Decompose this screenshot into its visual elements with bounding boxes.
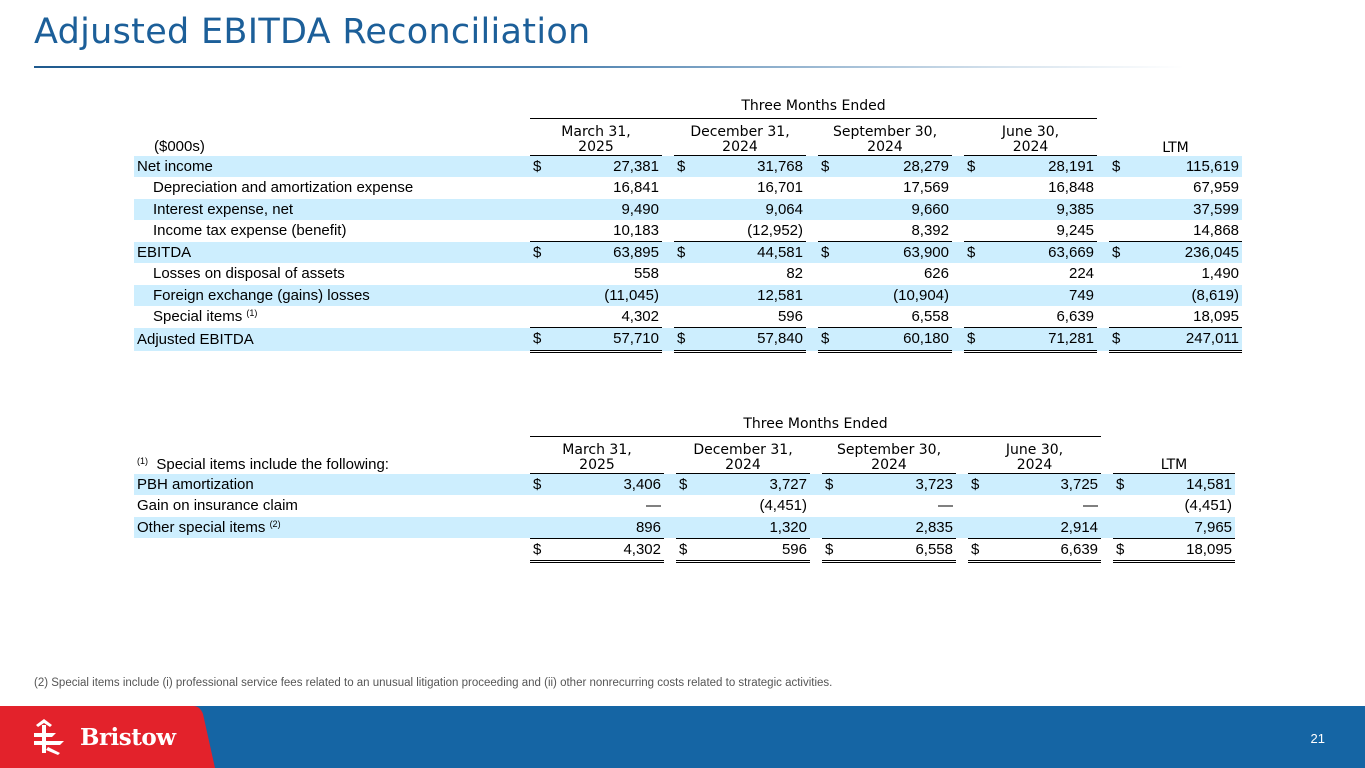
cell-value: 31,768 (757, 158, 803, 175)
cell-value: (12,952) (747, 221, 803, 239)
column-header-mar-2025: March 31, 2025 (530, 119, 662, 156)
dollar-sign: $ (1112, 330, 1121, 348)
dollar-sign (1113, 517, 1116, 538)
row-label (134, 538, 524, 561)
cell-value: 3,723 (915, 476, 953, 493)
row-label: Foreign exchange (gains) losses (134, 285, 524, 306)
dollar-sign: $ (1116, 540, 1125, 558)
value-cell (530, 220, 662, 242)
cell-value: 57,710 (613, 330, 659, 348)
value-cell (530, 495, 664, 516)
value-cell (968, 538, 1101, 561)
cell-value: 6,639 (1056, 308, 1095, 326)
row-label: Other special items $^{(2)}$ (134, 517, 524, 539)
value-cell (1109, 177, 1242, 198)
value-cell (818, 306, 952, 328)
value-cell (818, 242, 952, 264)
cell-value: 2,914 (1060, 518, 1099, 536)
dollar-sign (674, 177, 677, 198)
dollar-sign: $ (971, 540, 980, 558)
cell-value: 14,868 (1193, 221, 1240, 239)
cell-value: — (646, 497, 661, 515)
dollar-sign (1109, 177, 1112, 198)
dollar-sign: $ (821, 244, 830, 262)
cell-value: 6,558 (911, 308, 949, 326)
cell-value: 67,959 (1193, 179, 1240, 197)
row-label: Special items $^{(1)}$ (153, 308, 258, 326)
dollar-sign (674, 306, 677, 327)
row-label: Interest expense, net (134, 199, 524, 220)
dollar-sign (964, 220, 967, 241)
cell-value: 3,727 (769, 476, 807, 493)
cell-value: 60,180 (903, 330, 949, 348)
cell-value: — (1083, 497, 1099, 515)
dollar-sign: $ (679, 476, 688, 493)
dollar-sign: $ (533, 330, 542, 348)
value-cell (822, 538, 956, 561)
value-cell (530, 263, 662, 284)
dollar-sign: $ (971, 476, 980, 493)
special-items-table (134, 414, 1235, 563)
dollar-sign: $ (677, 244, 686, 262)
dollar-sign (1109, 285, 1112, 306)
dollar-sign (1109, 199, 1112, 220)
value-cell (676, 517, 810, 539)
dollar-sign (530, 199, 533, 220)
table-row (134, 495, 1235, 516)
value-cell (674, 285, 806, 306)
value-cell (964, 263, 1097, 284)
cell-value: (8,619) (1191, 286, 1240, 304)
cell-value: 9,660 (911, 200, 949, 218)
cell-value: 27,381 (613, 158, 659, 175)
cell-value: 2,835 (915, 518, 953, 536)
table-row (134, 306, 1242, 328)
column-header-mar-2025: March 31, 2025 (530, 437, 664, 474)
ebitda-reconciliation-table (134, 96, 1242, 353)
value-cell (1109, 306, 1242, 328)
value-cell (822, 495, 956, 516)
cell-value: 14,581 (1186, 476, 1233, 493)
cell-value: 1,490 (1201, 265, 1240, 283)
cell-value: 3,725 (1060, 476, 1099, 493)
value-cell (530, 177, 662, 198)
dollar-sign (530, 285, 533, 306)
cell-value: 224 (1068, 265, 1095, 283)
value-cell (964, 285, 1097, 306)
dollar-sign (674, 199, 677, 220)
dollar-sign (1109, 306, 1112, 327)
cell-value: 63,895 (613, 244, 659, 262)
dollar-sign (676, 495, 679, 516)
value-cell (1109, 328, 1242, 351)
cell-value: (11,045) (604, 286, 659, 304)
cell-value: 28,191 (1048, 158, 1095, 175)
dollar-sign (818, 177, 821, 198)
dollar-sign (1109, 220, 1112, 241)
value-cell (1109, 263, 1242, 284)
column-header-jun-2024: June 30, 2024 (968, 437, 1101, 474)
cell-value: (4,451) (759, 497, 807, 515)
value-cell (1109, 285, 1242, 306)
cell-value: 4,302 (623, 540, 661, 558)
dollar-sign (676, 517, 679, 538)
dollar-sign (674, 220, 677, 241)
row-label: Net income (134, 156, 524, 178)
value-cell (822, 474, 956, 496)
dollar-sign: $ (533, 540, 542, 558)
value-cell (964, 242, 1097, 264)
value-cell (818, 199, 952, 220)
dollar-sign (822, 517, 825, 538)
cell-value: 4,302 (621, 308, 659, 326)
column-header-ltm: LTM (1113, 437, 1235, 474)
dollar-sign (822, 495, 825, 516)
dollar-sign (818, 306, 821, 327)
dollar-sign: $ (1116, 476, 1125, 493)
value-cell (1109, 242, 1242, 264)
value-cell (964, 306, 1097, 328)
cell-value: — (938, 497, 953, 515)
dollar-sign: $ (821, 330, 830, 348)
cell-value: 9,245 (1056, 221, 1095, 239)
units-label: ($000s) (154, 137, 205, 155)
table-row (134, 263, 1242, 284)
value-cell (818, 220, 952, 242)
cell-value: 16,848 (1048, 179, 1095, 197)
cell-value: 3,406 (623, 476, 661, 493)
dollar-sign: $ (825, 476, 834, 493)
row-label: EBITDA (134, 242, 524, 264)
value-cell (1113, 474, 1235, 496)
column-header-dec-2024: December 31, 2024 (676, 437, 810, 474)
dollar-sign: $ (967, 158, 976, 175)
dollar-sign: $ (821, 158, 830, 175)
dollar-sign (674, 285, 677, 306)
cell-value: 18,095 (1193, 308, 1240, 326)
value-cell (818, 285, 952, 306)
cell-value: 44,581 (757, 244, 803, 262)
dollar-sign (964, 177, 967, 198)
cell-value: 9,385 (1056, 200, 1095, 218)
table-row (134, 474, 1235, 496)
dollar-sign (530, 517, 533, 538)
table-row (134, 538, 1235, 561)
cell-value: 115,619 (1185, 157, 1240, 175)
table-row (134, 242, 1242, 264)
dollar-sign (818, 263, 821, 284)
cell-value: 16,841 (613, 179, 659, 197)
dollar-sign (964, 199, 967, 220)
cell-value: 9,490 (621, 200, 659, 218)
dollar-sign (530, 495, 533, 516)
value-cell (964, 328, 1097, 351)
value-cell (676, 495, 810, 516)
value-cell (674, 156, 806, 178)
value-cell (818, 177, 952, 198)
value-cell (964, 199, 1097, 220)
cell-value: 596 (781, 540, 807, 558)
row-label: Losses on disposal of assets (153, 265, 345, 283)
value-cell (674, 242, 806, 264)
value-cell (674, 306, 806, 328)
value-cell (530, 328, 662, 351)
cell-value: 8,392 (911, 221, 949, 239)
cell-value: 7,965 (1194, 518, 1233, 536)
cell-value: 236,045 (1184, 244, 1240, 262)
dollar-sign (968, 517, 971, 538)
row-label: Income tax expense (benefit) (153, 222, 347, 240)
table-row (134, 220, 1242, 242)
value-cell (530, 474, 664, 496)
value-cell (530, 156, 662, 178)
dollar-sign (818, 285, 821, 306)
dollar-sign (1113, 495, 1116, 516)
cell-value: 896 (635, 518, 661, 536)
table-row (134, 156, 1242, 178)
value-cell (530, 242, 662, 264)
cell-value: 17,569 (903, 179, 949, 197)
dollar-sign: $ (967, 244, 976, 262)
value-cell (968, 474, 1101, 496)
table-row (134, 517, 1235, 539)
cell-value: 63,900 (903, 244, 949, 262)
value-cell (964, 156, 1097, 178)
dollar-sign (530, 263, 533, 284)
dollar-sign (964, 263, 967, 284)
value-cell (1113, 538, 1235, 561)
cell-value: 18,095 (1186, 540, 1233, 558)
cell-value: 82 (786, 265, 803, 283)
value-cell (674, 177, 806, 198)
value-cell (968, 495, 1101, 516)
column-header-sep-2024: September 30, 2024 (818, 119, 952, 156)
value-cell (674, 199, 806, 220)
value-cell (674, 263, 806, 284)
value-cell (1113, 517, 1235, 539)
cell-value: 247,011 (1185, 330, 1240, 348)
dollar-sign (530, 306, 533, 327)
cell-value: 6,558 (915, 540, 953, 558)
dollar-sign (530, 220, 533, 241)
value-cell (530, 285, 662, 306)
dollar-sign (964, 285, 967, 306)
dollar-sign (530, 177, 533, 198)
cell-value: 10,183 (613, 221, 659, 239)
cell-value: 63,669 (1048, 244, 1095, 262)
cell-value: 558 (633, 265, 659, 283)
page-title: Adjusted EBITDA Reconciliation (34, 12, 591, 52)
value-cell (674, 328, 806, 351)
cell-value: 1,320 (769, 518, 807, 536)
value-cell (818, 263, 952, 284)
row-label: Adjusted EBITDA (134, 328, 524, 351)
value-cell (530, 538, 664, 561)
value-cell (530, 306, 662, 328)
row-label: Gain on insurance claim (137, 497, 298, 515)
value-cell (676, 474, 810, 496)
value-cell (968, 517, 1101, 539)
cell-value: (4,451) (1184, 497, 1233, 515)
column-header-jun-2024: June 30, 2024 (964, 119, 1097, 156)
table-row (134, 285, 1242, 306)
dollar-sign (674, 263, 677, 284)
dollar-sign: $ (825, 540, 834, 558)
dollar-sign: $ (533, 476, 542, 493)
cell-value: 626 (923, 265, 949, 283)
special-items-note-label: $^{(1)}$ Special items include the following: (137, 455, 389, 473)
page-number: 21 (1310, 731, 1325, 746)
column-header-dec-2024: December 31, 2024 (674, 119, 806, 156)
cell-value: 12,581 (757, 286, 803, 304)
value-cell (1109, 199, 1242, 220)
value-cell (1109, 156, 1242, 178)
cell-value: 37,599 (1193, 200, 1240, 218)
dollar-sign (1109, 263, 1112, 284)
value-cell (818, 328, 952, 351)
title-divider (34, 66, 1184, 68)
value-cell (964, 177, 1097, 198)
dollar-sign: $ (679, 540, 688, 558)
table-row (134, 177, 1242, 198)
table-row (134, 328, 1242, 351)
value-cell (530, 517, 664, 539)
dollar-sign (818, 199, 821, 220)
cell-value: 596 (777, 308, 803, 326)
value-cell (1113, 495, 1235, 516)
value-cell (818, 156, 952, 178)
value-cell (530, 199, 662, 220)
column-header-ltm: LTM (1162, 139, 1189, 156)
cell-value: 71,281 (1048, 330, 1095, 348)
dollar-sign (818, 220, 821, 241)
row-label: PBH amortization (134, 474, 524, 496)
dollar-sign (964, 306, 967, 327)
dollar-sign: $ (967, 330, 976, 348)
row-label: Depreciation and amortization expense (153, 179, 414, 197)
cell-value: 16,701 (757, 179, 803, 197)
cell-value: 57,840 (757, 330, 803, 348)
value-cell (1109, 220, 1242, 242)
dollar-sign: $ (533, 244, 542, 262)
value-cell (964, 220, 1097, 242)
dollar-sign: $ (1112, 157, 1121, 175)
cell-value: 6,639 (1060, 540, 1099, 558)
value-cell (822, 517, 956, 539)
group-header: Three Months Ended (530, 96, 1097, 119)
bristow-logo: Bristow (80, 724, 176, 751)
value-cell (674, 220, 806, 242)
footnote: (2) Special items include (i) professional service fees related to an unusual litigation proceeding and (ii) other nonrecurring costs related to strategic activities. (34, 677, 833, 689)
cell-value: 28,279 (903, 158, 949, 175)
value-cell (676, 538, 810, 561)
dollar-sign: $ (533, 158, 542, 175)
column-header-sep-2024: September 30, 2024 (822, 437, 956, 474)
group-header: Three Months Ended (530, 414, 1101, 437)
cell-value: (10,904) (893, 286, 949, 304)
dollar-sign (968, 495, 971, 516)
dollar-sign: $ (677, 330, 686, 348)
dollar-sign: $ (1112, 244, 1121, 262)
table-row (134, 199, 1242, 220)
cell-value: 9,064 (765, 200, 803, 218)
cell-value: 749 (1068, 286, 1095, 304)
dollar-sign: $ (677, 158, 686, 175)
